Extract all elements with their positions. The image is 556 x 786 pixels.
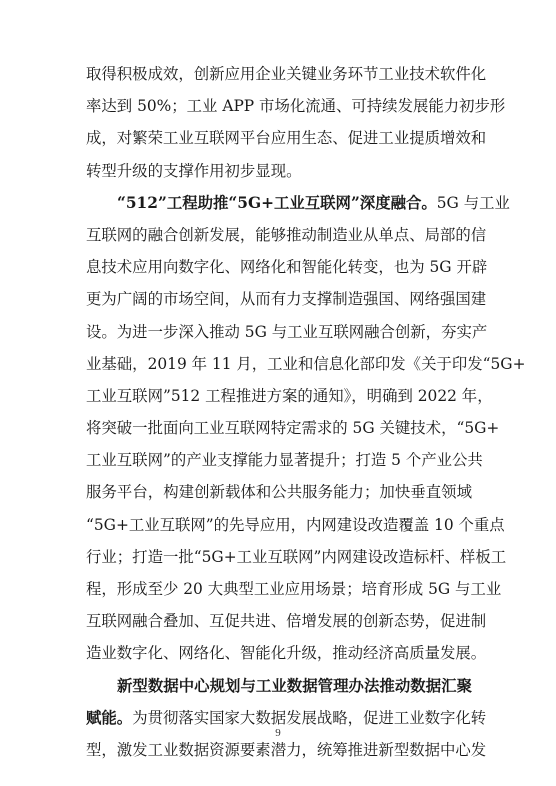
line-text: 互联网融合叠加、互促共进、倍增发展的创新态势，促进制 bbox=[86, 612, 487, 631]
text-line bbox=[86, 90, 506, 122]
text-line bbox=[86, 187, 510, 219]
text-line bbox=[86, 380, 493, 412]
line-text: 转型升级的支撑作用初步显现。 bbox=[86, 161, 302, 180]
text-line bbox=[86, 637, 487, 669]
text-line bbox=[86, 251, 488, 283]
text-line bbox=[86, 316, 488, 348]
line-text: 取得积极成效，创新应用企业关键业务环节工业技术软件化 bbox=[86, 65, 487, 83]
line-text: 息技术应用向数字化、网络化和智能化转变，也为 5G 开辟 bbox=[86, 258, 488, 277]
line-text: 型，激发工业数据资源要素潜力，统筹推进新型数据中心发 bbox=[86, 740, 487, 759]
text-line bbox=[86, 122, 487, 154]
line-text: 造业数字化、网络化、智能化升级，推动经济高质量发展。 bbox=[86, 644, 487, 663]
text-line bbox=[86, 155, 472, 187]
bold-heading: 新型数据中心规划与工业数据管理办法推动数据汇聚 bbox=[117, 676, 472, 695]
text-line bbox=[86, 476, 472, 508]
line-text: 为贯彻落实国家大数据发展战略，促进工业数字化转 bbox=[132, 708, 487, 727]
line-text: 5G 与工业 bbox=[436, 193, 510, 212]
page-number: 9 bbox=[275, 727, 281, 739]
text-line bbox=[86, 541, 507, 573]
line-text: 率达到 50%；工业 APP 市场化流通、可持续发展能力初步形 bbox=[86, 97, 506, 116]
line-text: 程，形成至少 20 大典型工业应用场景；培育形成 5G 与工业 bbox=[86, 580, 502, 598]
text-line bbox=[86, 219, 487, 251]
body-text bbox=[86, 58, 526, 766]
text-line bbox=[86, 573, 502, 605]
line-text: 行业；打造一批“5G+工业互联网”内网建设改造标杆、样板工 bbox=[86, 547, 507, 566]
line-text: 将突破一批面向工业互联网特定需求的 5G 关键技术，“5G+ bbox=[86, 419, 500, 438]
line-text: 工业互联网”512 工程推进方案的通知》，明确到 2022 年， bbox=[86, 386, 493, 405]
text-line bbox=[86, 605, 487, 637]
line-text: 工业互联网”的产业支撑能力显著提升；打造 5 个产业公共 bbox=[86, 451, 483, 470]
text-line bbox=[86, 412, 500, 444]
text-line bbox=[86, 348, 526, 380]
text-line bbox=[86, 444, 483, 476]
line-text: 业基础，2019 年 11 月，工业和信息化部印发《关于印发“5G+ bbox=[86, 354, 526, 373]
text-line bbox=[86, 670, 472, 702]
text-line bbox=[86, 58, 487, 90]
line-text: 更为广阔的市场空间，从而有力支撑制造强国、网络强国建 bbox=[86, 290, 487, 309]
line-text: 设。为进一步深入推动 5G 与工业互联网融合创新，夯实产 bbox=[86, 322, 488, 341]
bold-heading: “512”工程助推“5G+工业互联网”深度融合。 bbox=[117, 193, 437, 212]
bold-heading: 赋能。 bbox=[86, 708, 133, 727]
text-line bbox=[86, 509, 505, 541]
line-text: 成，对繁荣工业互联网平台应用生态、促进工业提质增效和 bbox=[86, 129, 487, 148]
line-text: “5G+工业互联网”的先导应用，内网建设改造覆盖 10 个重点 bbox=[86, 515, 505, 534]
text-line bbox=[86, 283, 487, 315]
line-text: 服务平台，构建创新载体和公共服务能力；加快垂直领域 bbox=[86, 483, 472, 502]
line-text: 互联网的融合创新发展，能够推动制造业从单点、局部的信 bbox=[86, 225, 487, 244]
